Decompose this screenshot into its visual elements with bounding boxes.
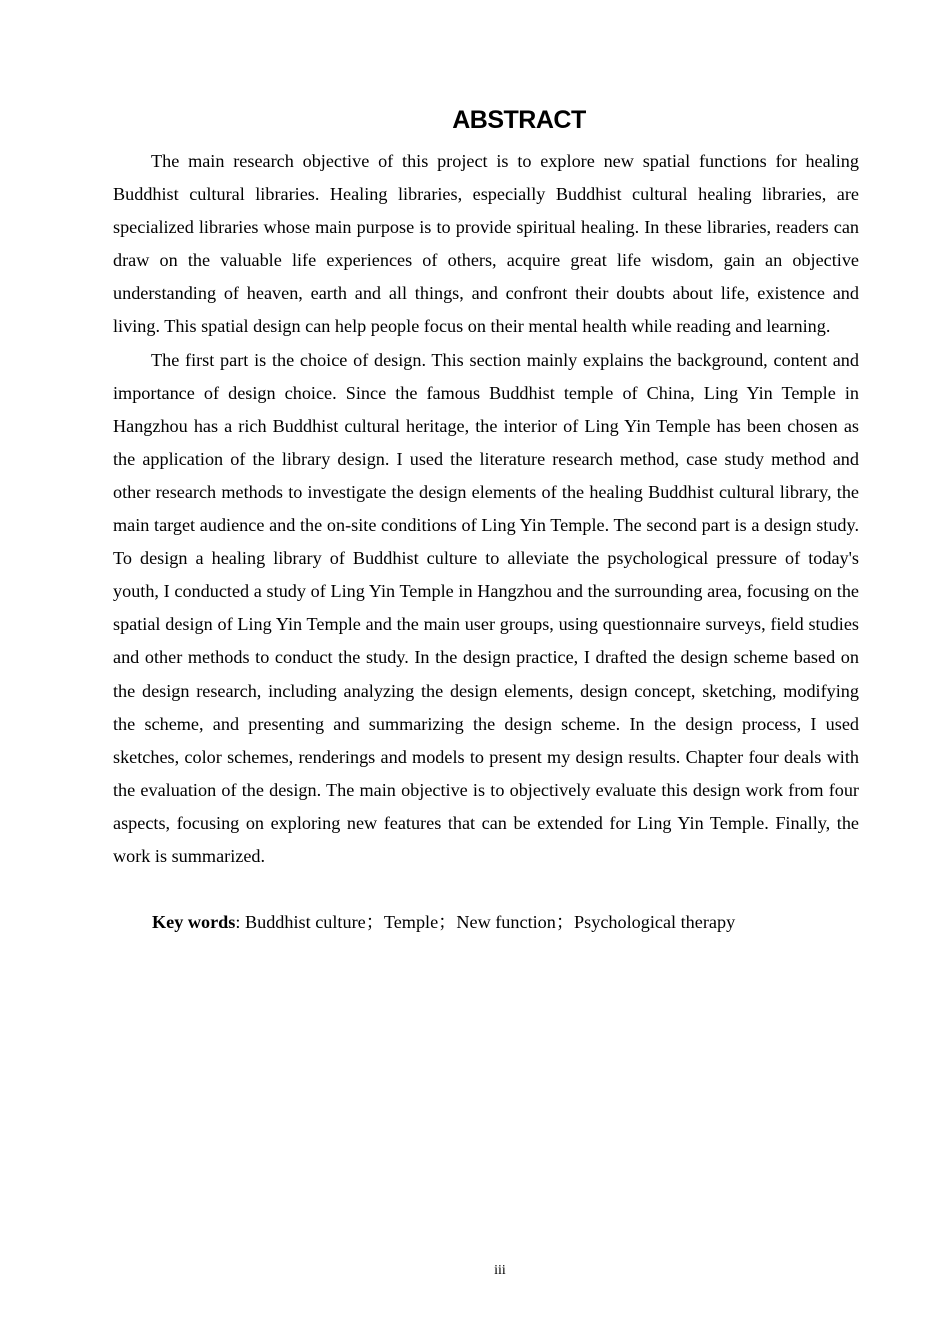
keywords-line (152, 906, 859, 939)
page-number: iii (494, 1263, 506, 1278)
keyword-item: Psychological therapy (574, 912, 736, 932)
keywords-separator: : (235, 912, 245, 932)
keyword-item: New function； (456, 912, 575, 932)
abstract-paragraph-1: The main research objective of this project is to explore new spatial functions for healing Buddhist cultural libraries. Healing libraries, especially Buddhist cultural healing libraries, are specialized libraries whose main purpose is to provide spiritual healing. In these libraries, readers can draw on the valuable life experiences of others, acquire great life wisdom, gain an objective understanding of heaven, earth and all things, and confront their doubts about life, existence and living. This spatial design can help people focus on their mental health while reading and learning. (113, 151, 859, 337)
keyword-item: Buddhist culture； (244, 912, 384, 932)
abstract-title: ABSTRACT (452, 106, 586, 134)
abstract-paragraph-2: The first part is the choice of design. This section mainly explains the background, content and importance of design choice. Since the famous Buddhist temple of China, Ling Yin Temple in Hangzhou has a rich Buddhist cultural heritage, the interior of Ling Yin Temple has been chosen as the application of the library design. I used the literature research method, case study method and other research methods to investigate the design elements of the healing Buddhist cultural library, the main target audience and the on-site conditions of Ling Yin Temple. The second part is a design study. To design a healing library of Buddhist culture to alleviate the psychological pressure of today's youth, I conducted a study of Ling Yin Temple in Hangzhou and the surrounding area, focusing on the spatial design of Ling Yin Temple and the main user groups, using questionnaire surveys, field studies and other methods to conduct the study. In the design practice, I drafted the design scheme based on the design research, including analyzing the design elements, design concept, sketching, modifying the scheme, and presenting and summarizing the design scheme. In the design process, I used sketches, color schemes, renderings and models to present my design results. Chapter four deals with the evaluation of the design. The main objective is to objectively evaluate this design work from four aspects, focusing on exploring new features that can be extended for Ling Yin Temple. Finally, the work is summarized. (113, 349, 859, 866)
keyword-item: Temple； (383, 912, 457, 932)
keywords-label: Key words (152, 912, 236, 932)
abstract-body (113, 145, 859, 873)
